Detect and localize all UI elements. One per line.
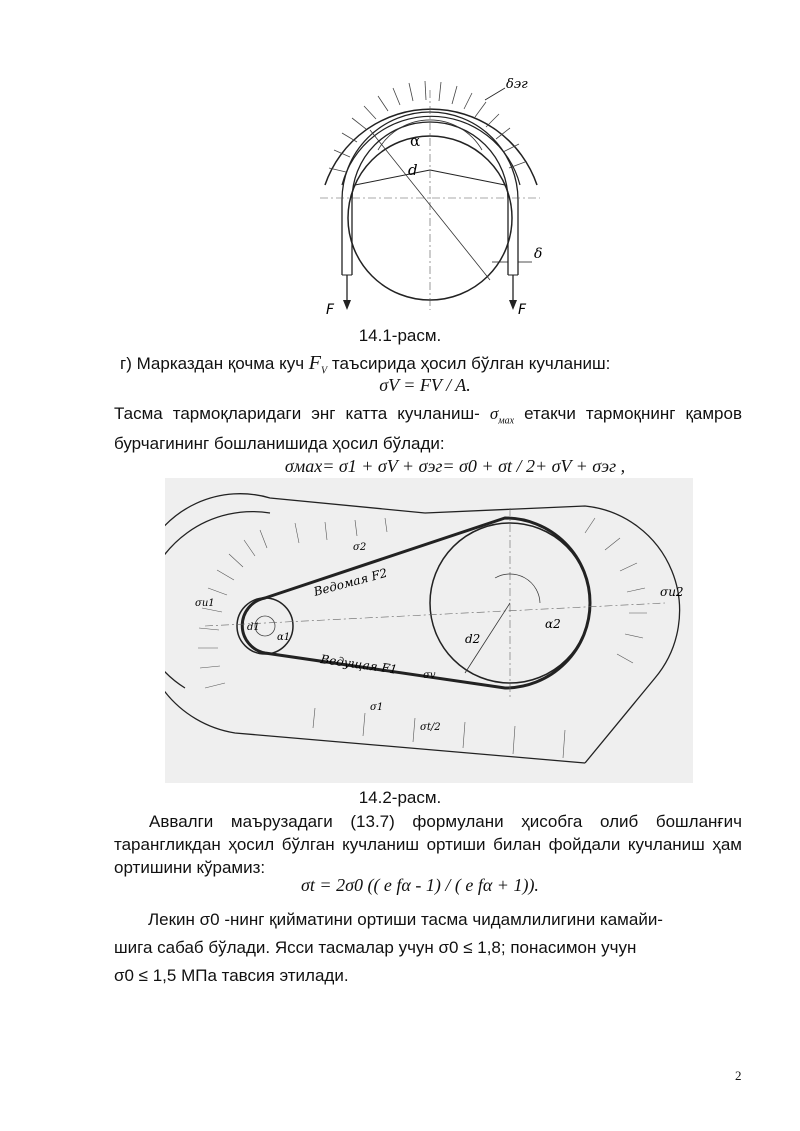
paragraph-prev: Аввалги маърузадаги (13.7) формулани ҳисобга олиб бошланғич тарангликдан ҳосил бўлган кучланиш ортиши билан фойдали кучланиш ҳам ортишини кўрамиз:: [114, 812, 742, 877]
formula-sigma-v: σV = FV / A.: [379, 375, 471, 395]
figure-2-caption: 14.2-расм.: [358, 788, 442, 807]
symbol-sigma-max: σ: [489, 404, 499, 423]
label-alpha: α: [410, 132, 421, 150]
figure-14-2: [165, 478, 693, 783]
label-sigma-1: σ1: [370, 702, 384, 713]
symbol-sigma-max-sub: мах: [498, 415, 515, 427]
label-delta: δ: [534, 246, 543, 262]
label-driving: Ведущая F1: [319, 652, 399, 677]
para-max-text-before: Тасма тармоқларидаги энг катта кучланиш-: [114, 404, 480, 423]
symbol-force: F: [308, 352, 322, 374]
paragraph-max: [114, 402, 742, 455]
paragraph-g: [120, 352, 720, 376]
symbol-force-sub: V: [321, 365, 328, 377]
label-sigma-t: σt/2: [420, 722, 441, 733]
stress-inner-arc: [342, 116, 520, 185]
label-sigma-u2: σи2: [660, 585, 684, 599]
label-d2: d2: [465, 632, 481, 646]
paragraph-last-line2: шига сабаб бўлади. Ясси тасмалар учун σ0 ≤ 1,8; понасимон учун: [114, 938, 637, 957]
label-sigma-u1: σи1: [195, 598, 215, 609]
formula-sigma-max: σмах= σ1 + σV + σэг= σ0 + σt / 2+ σV + σэг ,: [284, 456, 626, 476]
paragraph-last-line3: σ0 ≤ 1,5 МПа тавсия этилади.: [114, 966, 349, 985]
paragraph-last-line1: Лекин σ0 -нинг қийматини ортиши тасма чидамлилигини камайи-: [148, 910, 663, 929]
label-sigma-2: σ2: [353, 542, 367, 553]
para-g-text-after: таъсирида ҳосил бўлган кучланиш:: [331, 354, 611, 373]
para-max-text-after: етакчи тармоқнинг қамров бурчагининг бошланишида ҳосил бўлади:: [114, 404, 742, 454]
formula-sigma-t: σt = 2σ0 (( e fα - 1) / ( e fα + 1)).: [301, 875, 539, 895]
label-sigma-eg: δэг: [506, 77, 528, 92]
label-driven: Ведомая F2: [312, 565, 389, 599]
label-force-left: F: [326, 302, 335, 318]
label-sigma-v: σv: [423, 670, 436, 681]
label-d: d: [408, 161, 418, 179]
label-alpha2: α2: [545, 617, 561, 631]
figure-14-1: [300, 70, 550, 320]
label-d1: d1: [247, 622, 260, 633]
figure-1-caption: 14.1-расм.: [358, 326, 442, 345]
para-g-text-before: г) Марказдан қочма куч: [120, 354, 305, 373]
page-number: 2: [735, 1068, 742, 1083]
label-force-right: F: [518, 302, 527, 318]
label-alpha1: α1: [277, 632, 291, 643]
